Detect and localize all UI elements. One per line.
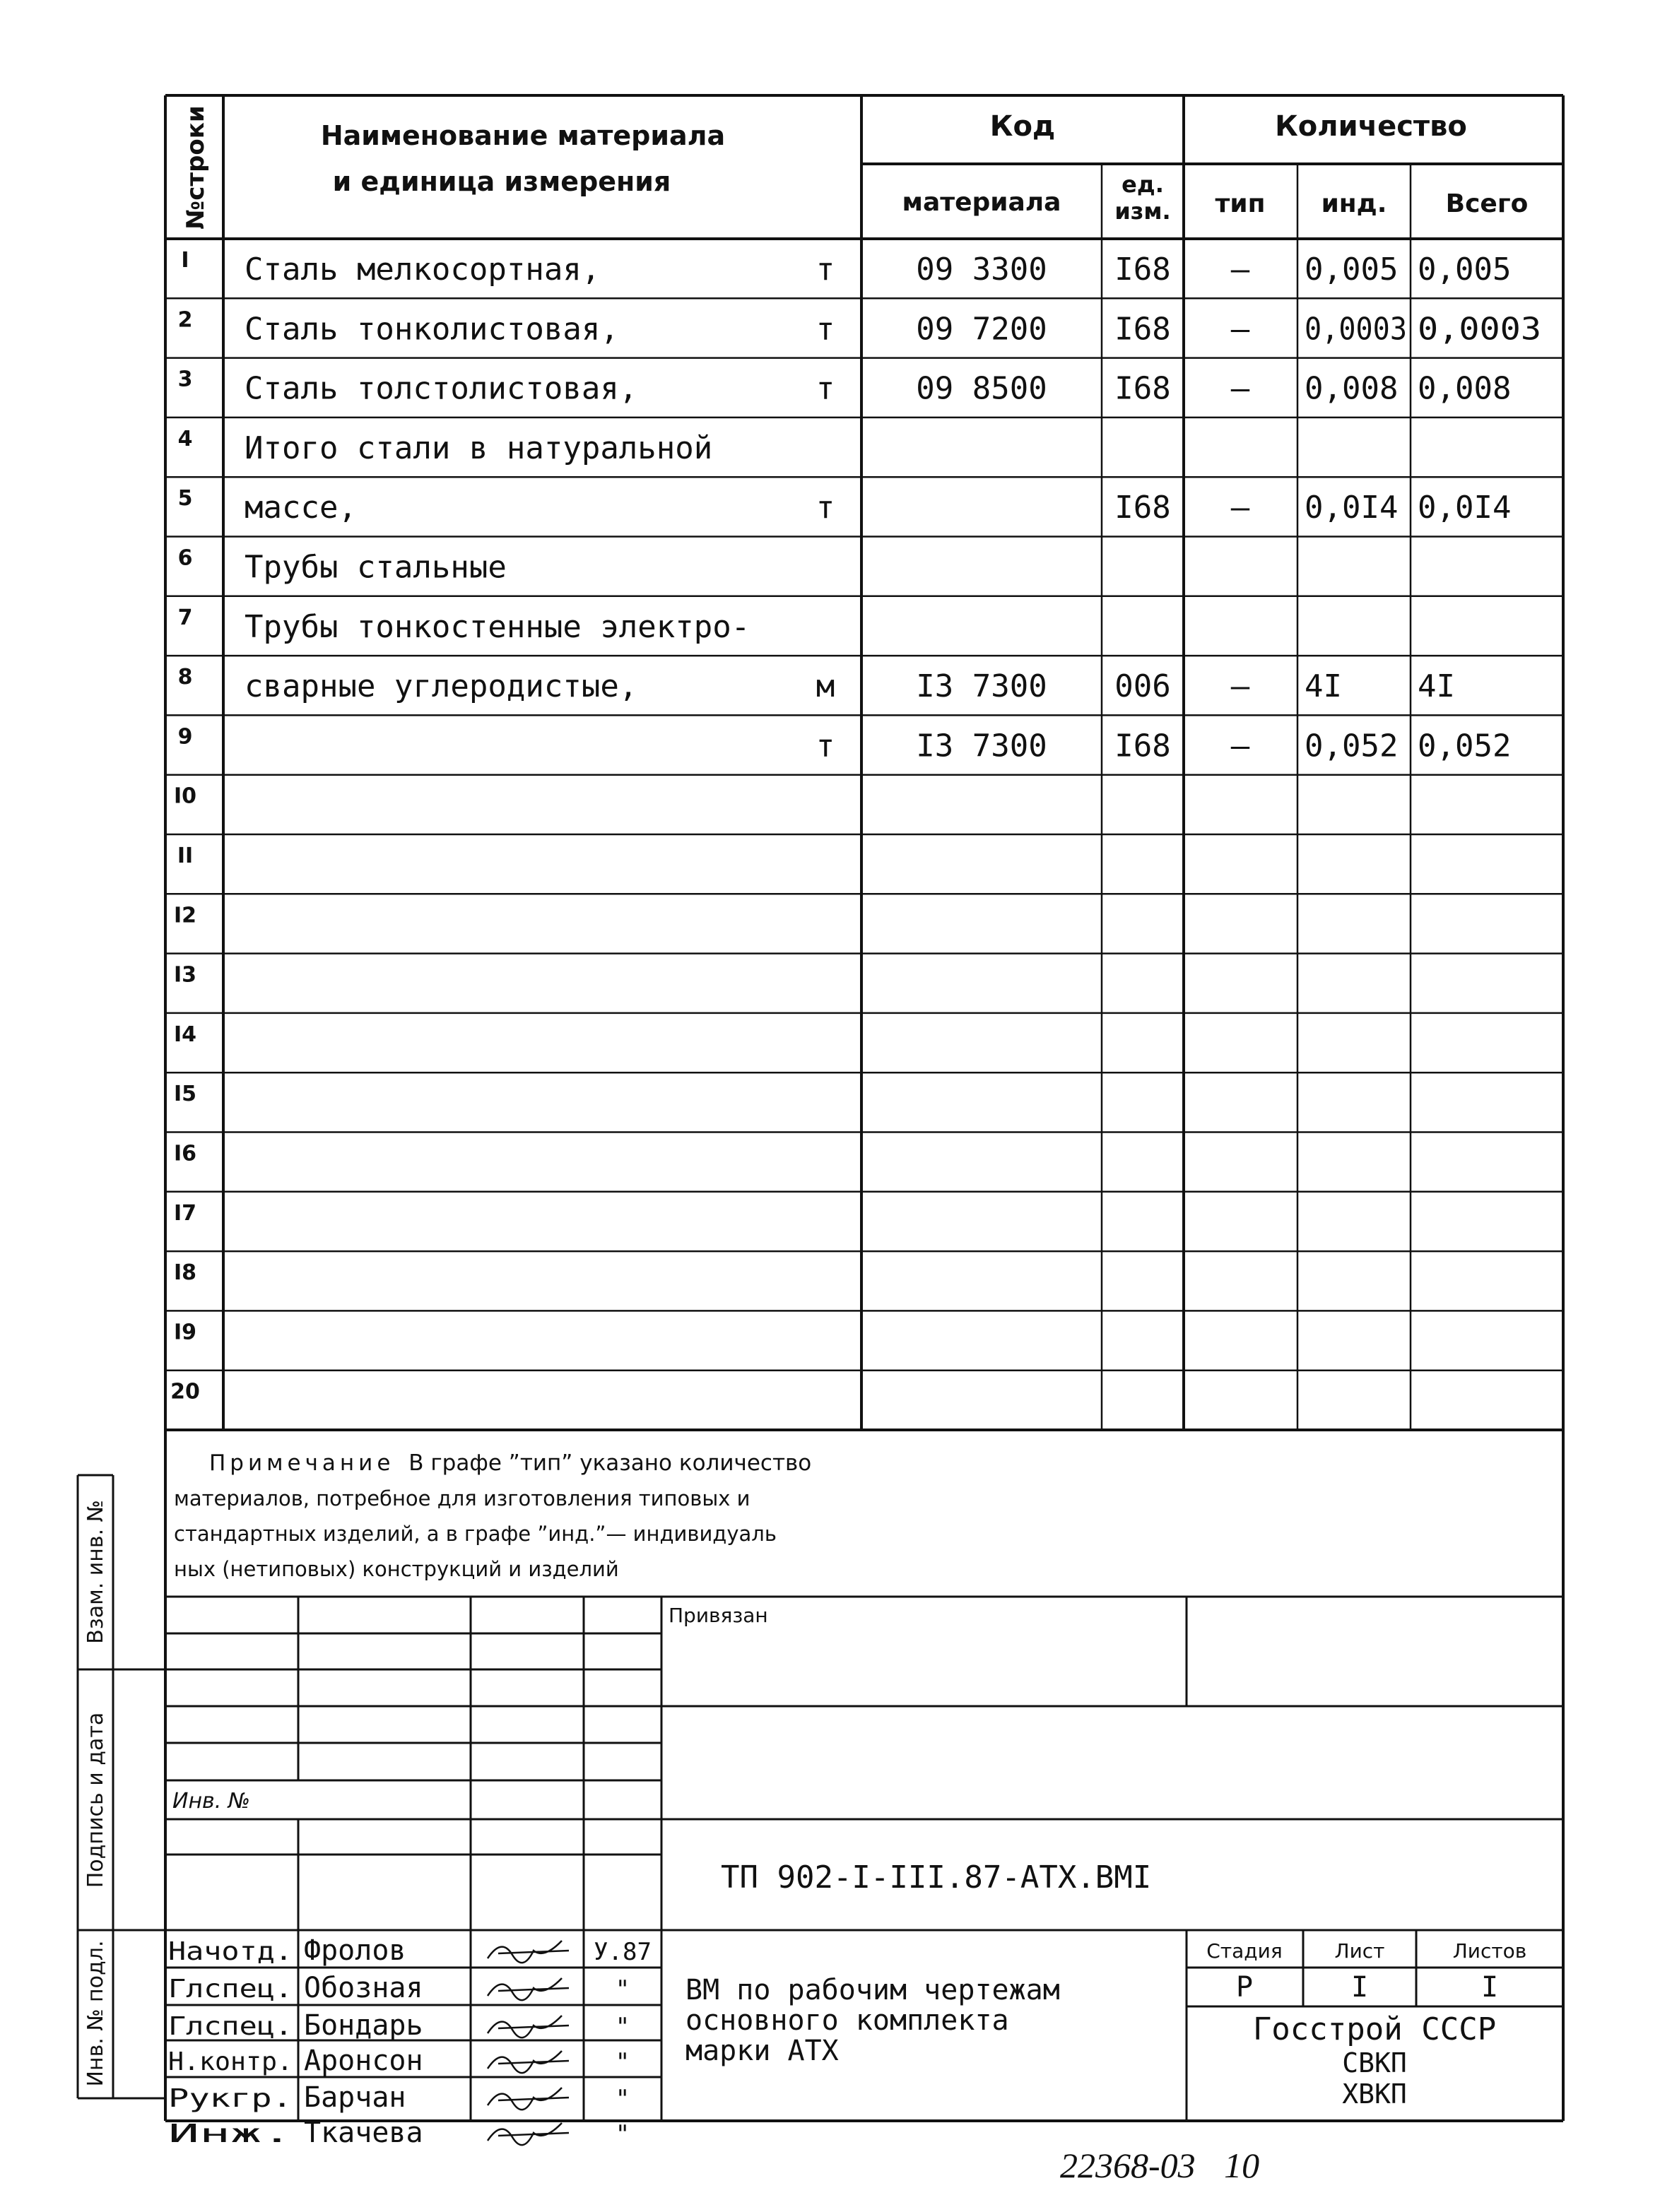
cell-ind: 0,008 xyxy=(1305,370,1399,407)
header-total: Всего xyxy=(1445,189,1529,218)
signer-role: Инж. xyxy=(168,2119,293,2148)
cell-ind: 0,0I4 xyxy=(1305,490,1399,526)
cell-ed: I68 xyxy=(1114,370,1171,407)
signer-role: Глспец. xyxy=(168,1975,293,2004)
table-row xyxy=(165,248,1563,298)
side-label-inv-podl: Инв. № подл. xyxy=(83,1940,108,2087)
cell-n: I5 xyxy=(173,1082,197,1107)
signature-mark xyxy=(488,1978,569,2000)
cell-code: 09 3300 xyxy=(916,252,1047,288)
signer-date: " xyxy=(615,1975,630,2004)
privyazan-label: Привязан xyxy=(669,1604,768,1627)
signature-mark xyxy=(488,2051,569,2073)
header-name-line2: и единица измерения xyxy=(332,166,671,197)
cell-total: 4I xyxy=(1418,668,1455,705)
cell-n: 4 xyxy=(177,426,193,451)
cell-n: 3 xyxy=(177,367,193,392)
signer-date: " xyxy=(615,2048,630,2076)
footer-doc-number: 22368-03 xyxy=(1060,2146,1196,2185)
cell-ed: I68 xyxy=(1114,252,1171,288)
table-row xyxy=(165,724,1563,774)
header-material: материала xyxy=(902,188,1061,217)
signer-name: Фролов xyxy=(304,1934,406,1967)
header-code: Код xyxy=(989,110,1056,143)
table-row xyxy=(170,1380,200,1404)
cell-ed: I68 xyxy=(1114,490,1171,526)
table-header xyxy=(182,105,1528,229)
cell-n: I4 xyxy=(173,1022,197,1047)
cell-n: 2 xyxy=(177,307,193,333)
signer-name: Бондарь xyxy=(304,2009,423,2042)
cell-name: Итого стали в натуральной xyxy=(245,430,713,466)
table-row xyxy=(165,844,1563,894)
inv-no-label: Инв. № xyxy=(172,1789,251,1814)
cell-ed: 006 xyxy=(1114,668,1171,705)
cell-n: I3 xyxy=(173,962,197,988)
cell-name: сварные углеродистые, xyxy=(245,668,638,705)
signer-role: Рукгр. xyxy=(168,2084,293,2113)
cell-name: массе, xyxy=(245,490,357,526)
table-body xyxy=(165,248,1563,1404)
organization-line2: СВКП xyxy=(1342,2047,1407,2078)
table-row xyxy=(165,1201,1563,1251)
signature-mark xyxy=(488,2016,569,2037)
cell-ind: 0,005 xyxy=(1305,252,1399,288)
cell-code: 09 8500 xyxy=(916,370,1047,407)
sheet-label: Лист xyxy=(1334,1939,1385,1963)
table-row xyxy=(165,605,1563,656)
table-row xyxy=(165,1022,1563,1072)
note-label: Примечание xyxy=(209,1450,395,1476)
cell-n: 7 xyxy=(177,605,193,630)
signer-row xyxy=(168,1934,652,1967)
cell-n: I xyxy=(181,248,189,273)
note-block xyxy=(174,1450,811,1581)
cell-tip: – xyxy=(1230,370,1250,407)
cell-ind: 0,0003 xyxy=(1305,311,1407,348)
cell-u: т xyxy=(816,311,835,348)
stage-label: Стадия xyxy=(1206,1939,1283,1963)
signer-name: Обозная xyxy=(304,1972,423,2004)
footer-number xyxy=(1060,2146,1259,2185)
header-quantity: Количество xyxy=(1275,110,1467,143)
cell-ind: 4I xyxy=(1305,668,1342,705)
cell-tip: – xyxy=(1230,728,1250,764)
cell-n: I0 xyxy=(173,783,197,809)
signer-role: Н.контр. xyxy=(168,2047,293,2076)
signer-name: Барчан xyxy=(304,2081,406,2114)
side-label-podpis: Подпись и дата xyxy=(83,1712,108,1888)
signer-name: Аронсон xyxy=(304,2045,423,2077)
cell-n: 5 xyxy=(177,486,193,511)
cell-tip: – xyxy=(1230,490,1250,526)
cell-u: т xyxy=(816,728,835,764)
cell-name: Сталь мелкосортная, xyxy=(245,252,601,288)
signature-mark xyxy=(488,1941,569,1963)
stage-value: Р xyxy=(1235,1971,1254,2004)
signer-role: Начотд. xyxy=(168,1937,293,1966)
side-label-vzam: Взам. инв. № xyxy=(83,1500,108,1644)
table-row xyxy=(165,486,1563,536)
table-row xyxy=(165,963,1563,1013)
cell-name: Сталь толстолистовая, xyxy=(245,370,638,407)
cell-n: 20 xyxy=(170,1379,200,1404)
organization-line1: Госстрой СССР xyxy=(1252,2011,1497,2047)
cell-ed: I68 xyxy=(1114,728,1171,764)
cell-total: 0,008 xyxy=(1418,370,1512,407)
cell-u: т xyxy=(816,252,835,288)
cell-n: 8 xyxy=(177,665,193,690)
cell-code: 09 7200 xyxy=(916,311,1047,348)
signer-date: У.87 xyxy=(594,1938,652,1966)
description-line2: основного комплекта xyxy=(685,2004,1009,2037)
cell-n: I7 xyxy=(173,1200,197,1226)
table-row xyxy=(165,903,1563,953)
header-ind: инд. xyxy=(1321,189,1387,218)
table-row xyxy=(165,665,1563,715)
note-line3: стандартных изделий, а в графе ”инд.”— индивидуаль xyxy=(174,1522,777,1546)
cell-n: I9 xyxy=(173,1320,197,1345)
table-row xyxy=(165,546,1563,596)
cell-n: I6 xyxy=(173,1141,197,1166)
table-row xyxy=(165,367,1563,418)
note-line2: материалов, потребное для изготовления типовых и xyxy=(174,1486,750,1510)
header-tip: тип xyxy=(1215,189,1266,218)
frame-thin-lines xyxy=(1102,164,1411,1430)
note-text-line1 xyxy=(209,1450,811,1476)
cell-name: Трубы тонкостенные электро- xyxy=(245,608,750,645)
table-row xyxy=(165,1142,1563,1192)
signer-row xyxy=(168,2009,630,2042)
note-line1: В графе ”тип” указано количество xyxy=(408,1450,812,1476)
cell-u: м xyxy=(816,668,835,705)
cell-u: т xyxy=(816,490,835,526)
table-row xyxy=(165,784,1563,834)
description-line3: марки АТХ xyxy=(685,2035,839,2067)
note-line4: ных (нетиповых) конструкций и изделий xyxy=(174,1557,619,1581)
cell-code: I3 7300 xyxy=(916,728,1047,764)
organization-line3: ХВКП xyxy=(1342,2078,1407,2110)
cell-name: Трубы стальные xyxy=(245,549,507,586)
signature-mark xyxy=(488,2123,569,2145)
cell-n: I2 xyxy=(173,903,197,928)
table-row xyxy=(165,1082,1563,1132)
footer-page: 10 xyxy=(1224,2146,1260,2185)
header-name-line1: Наименование материала xyxy=(320,120,726,151)
signer-date: " xyxy=(615,2120,630,2148)
signer-name: Ткачева xyxy=(304,2117,423,2149)
header-unit-line2: изм. xyxy=(1114,198,1171,225)
document-code: ТП 902-I-III.87-АТХ.ВМI xyxy=(721,1859,1152,1895)
signer-date: " xyxy=(615,2085,630,2113)
table-row xyxy=(165,427,1563,477)
signer-row xyxy=(168,1972,630,2004)
cell-n: 9 xyxy=(177,724,193,750)
sheet-value: I xyxy=(1350,1971,1369,2004)
signer-role: Глспец. xyxy=(168,2012,293,2041)
cell-ind: 0,052 xyxy=(1305,728,1399,764)
signer-row xyxy=(168,2045,630,2077)
cell-total: 0,0I4 xyxy=(1418,490,1512,526)
description-line1: ВМ по рабочим чертежам xyxy=(685,1974,1060,2006)
table-row xyxy=(165,1260,1563,1311)
signature-mark xyxy=(488,2088,569,2110)
cell-u: т xyxy=(816,370,835,407)
cell-n: 6 xyxy=(177,545,193,571)
table-row xyxy=(165,307,1563,357)
sheets-label: Листов xyxy=(1452,1939,1527,1963)
cell-n: I8 xyxy=(173,1260,197,1286)
cell-tip: – xyxy=(1230,668,1250,705)
header-row-no: №строки xyxy=(182,105,210,230)
cell-name: Сталь тонколистовая, xyxy=(245,311,619,348)
cell-total: 0,052 xyxy=(1418,728,1512,764)
cell-total: 0,0003 xyxy=(1418,311,1541,348)
cell-n: II xyxy=(177,844,194,868)
cell-ed: I68 xyxy=(1114,311,1171,348)
cell-code: I3 7300 xyxy=(916,668,1047,705)
cell-total: 0,005 xyxy=(1418,252,1512,288)
sheets-value: I xyxy=(1481,1971,1499,2004)
table-row xyxy=(165,1320,1563,1370)
cell-tip: – xyxy=(1230,252,1250,288)
signer-date: " xyxy=(615,2013,630,2041)
signer-row xyxy=(168,2081,630,2114)
cell-tip: – xyxy=(1230,311,1250,348)
header-unit-line1: ед. xyxy=(1122,171,1164,198)
